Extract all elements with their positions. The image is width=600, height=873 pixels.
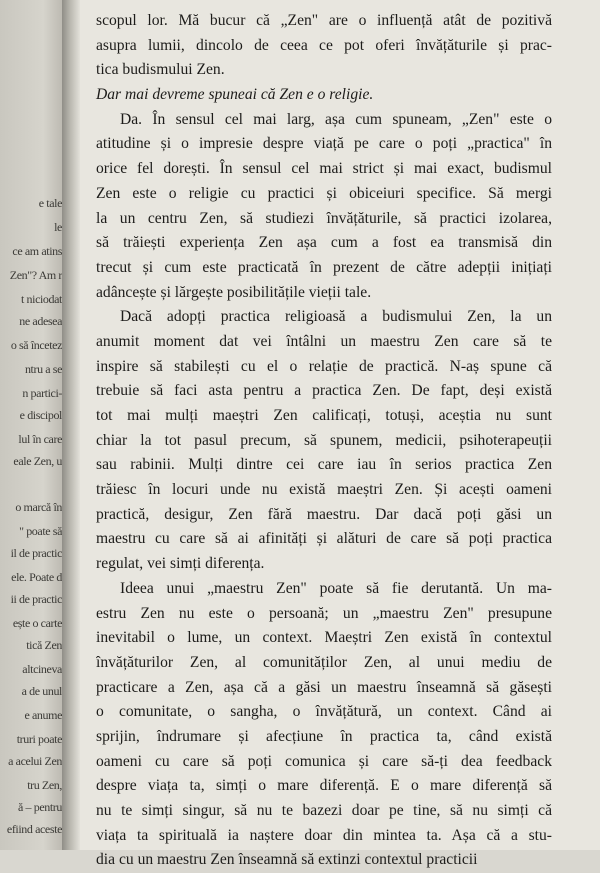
- text-line: la un centru Zen, să studiezi învățăturile, să practici izolarea,: [96, 209, 552, 227]
- text-line: Da. În sensul cel mai larg, așa cum spuneam, „Zen" este o: [120, 110, 552, 128]
- text-line: tica budismului Zen.: [96, 61, 225, 79]
- book-gutter: [62, 0, 80, 850]
- facing-page-fragment: e anume: [24, 708, 62, 722]
- text-line: estru Zen nu este o persoană; un „maestru Zen" presupune: [96, 604, 552, 622]
- facing-page-fragment: lul în care: [18, 432, 62, 446]
- facing-page-fragment: truri poate: [16, 732, 62, 746]
- facing-page-fragment: eale Zen, u: [13, 454, 62, 468]
- facing-page-fragment: e tale: [38, 196, 62, 210]
- text-line: Zen este o religie cu practici și obiceiuri specifice. Să mergi: [96, 184, 552, 202]
- text-line: Dacă adopți practica religioasă a budismului Zen, la un: [120, 308, 552, 326]
- facing-page-fragment: a de unul: [21, 684, 62, 698]
- facing-page-fragment: il de practic: [10, 546, 62, 560]
- facing-page-fragment: ește o carte: [12, 616, 62, 630]
- text-line: oameni cu care să poți comunica și care să-ți dea feedback: [96, 752, 552, 770]
- facing-page-fragment: t niciodat: [21, 292, 62, 306]
- page-text: [96, 9, 552, 873]
- text-line: tot mai mulți maeștri Zen calificați, totuși, aceștia nu sunt: [96, 407, 552, 425]
- facing-page-fragment: ce am atins: [12, 244, 62, 258]
- paragraph-answer-2: [96, 305, 552, 577]
- text-line: sau rabinii. Mulți dintre cei care iau în serios practica Zen: [96, 456, 552, 474]
- facing-page-edge: [0, 0, 62, 850]
- facing-page-fragment: ntru a se: [24, 362, 62, 376]
- text-line: să trăiești experiența Zen așa cum a fost ea transmisă din: [96, 234, 552, 252]
- text-line: nu te simți singur, să nu te bazezi doar pe tine, să nu simți că: [96, 802, 552, 820]
- text-line: viața ta spirituală ia naștere doar din mintea ta. Așa că a stu-: [96, 826, 552, 844]
- facing-page-fragment: o marcă în: [15, 500, 62, 514]
- facing-page-fragment: ii de practic: [10, 592, 62, 606]
- facing-page-fragment: n partici-: [22, 386, 62, 400]
- text-line: scopul lor. Mă bucur că „Zen" are o influență atât de pozitivă: [96, 12, 552, 29]
- facing-page-fragment: " poate să: [19, 524, 62, 538]
- text-line: despre viața ta, simți o mare diferență. E o mare diferență să: [96, 777, 552, 795]
- text-line: trecut și cum este practicată în prezent de către adepții inițiați: [96, 258, 552, 276]
- facing-page-fragment: Zen"? Am r: [9, 268, 62, 282]
- book-page: [80, 0, 600, 869]
- text-line: adâncește și lărgește posibilitățile vieții tale.: [96, 283, 372, 301]
- text-line: orice fel dorești. În sensul cel mai strict și mai exact, budismul: [96, 160, 552, 178]
- text-line: o comunitate, o sangha, o învățătură, un context. Când ai: [96, 703, 552, 721]
- text-line: inspire să stabilești cu el o relație de practică. N-aș spune că: [96, 357, 552, 375]
- facing-page-fragment: le: [54, 220, 62, 234]
- paragraph-answer-1: [96, 108, 552, 306]
- text-line: maestru cu care să ai afinități și alături de care să poți practica: [96, 530, 552, 548]
- text-line: sprijin, îndrumare și afecțiune în practica ta, când există: [96, 727, 552, 745]
- text-line: dia cu un maestru Zen înseamnă să extinzi contextul practicii: [96, 851, 478, 869]
- facing-page-fragment: ele. Poate d: [11, 570, 62, 584]
- text-line: practică, desigur, Zen fără maestru. Dar dacă poți găsi un: [96, 505, 552, 523]
- text-line: inevitabil o lume, un context. Maeștri Zen există în contextul: [96, 629, 552, 647]
- paragraph-answer-3: [96, 577, 552, 873]
- interviewer-question: Dar mai devreme spuneai că Zen e o religie.: [96, 86, 374, 104]
- facing-page-fragment: a acelui Zen: [8, 754, 62, 768]
- text-line: regulat, vei simți diferența.: [96, 555, 265, 573]
- text-line: atitudine și o impresie despre viață pe care o poți „practica" în: [96, 135, 552, 153]
- facing-page-fragment: altcineva: [22, 662, 62, 676]
- text-line: trebuie să faci asta pentru a practica Zen. De fapt, deși există: [96, 382, 552, 400]
- text-line: anumit moment dat vei întâlni un maestru Zen care să te: [96, 332, 552, 350]
- facing-page-fragment: ne adesea: [19, 314, 62, 328]
- facing-page-fragment: ă – pentru: [18, 800, 62, 814]
- text-line: învățăturilor Zen, al comunităților Zen, al unui mediu de: [96, 653, 552, 671]
- text-line: chiar la tot pasul precum, să spunem, medicii, psihoterapeuții: [96, 431, 552, 449]
- facing-page-fragment: tică Zen: [26, 638, 62, 652]
- facing-page-fragment: e discipol: [19, 408, 62, 422]
- paragraph-continuation: [96, 9, 552, 83]
- text-line: practicare a Zen, așa că a găsi un maestru înseamnă să găsești: [96, 678, 552, 696]
- facing-page-fragment: o să încetez: [10, 338, 62, 352]
- text-line: trăiesc în locuri unde nu există maeștri Zen. Și acești oameni: [96, 481, 552, 499]
- facing-page-fragment: tru Zen,: [27, 778, 62, 792]
- facing-page-fragment: efiind aceste: [6, 822, 62, 836]
- text-line: Ideea unui „maestru Zen" poate să fie derutantă. Un ma-: [120, 579, 552, 597]
- text-line: asupra lumii, dincolo de ceea ce pot oferi învățăturile și prac-: [96, 36, 552, 54]
